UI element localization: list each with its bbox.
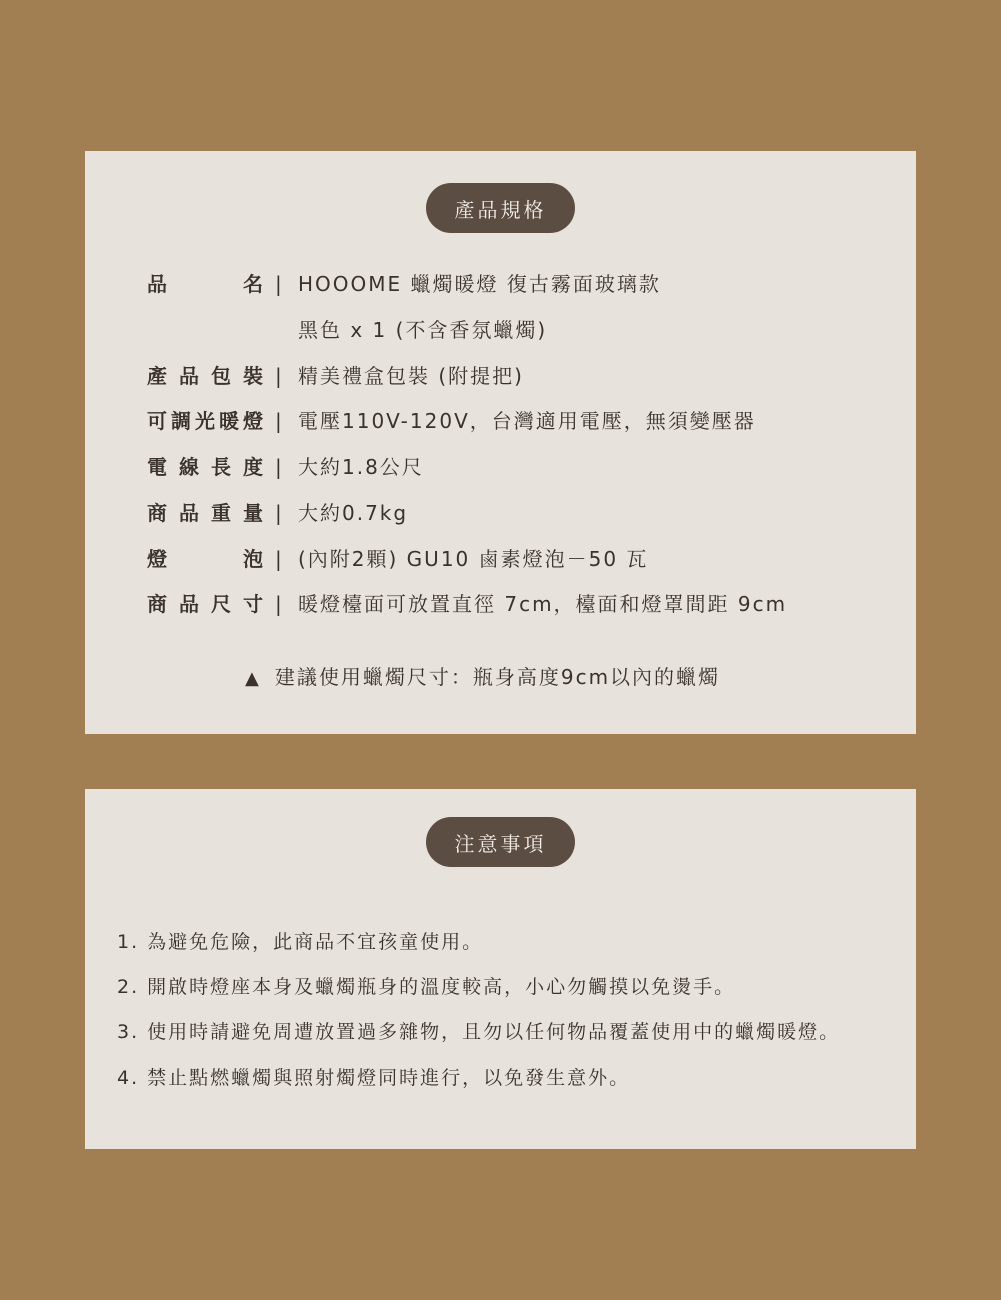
spec-row — [85, 315, 916, 345]
spec-label-char: 重 — [211, 501, 231, 525]
spec-label-char: 暖 — [219, 409, 239, 433]
spec-value: 大約1.8公尺 — [298, 455, 424, 479]
spec-separator: | — [275, 409, 282, 433]
spec-label-char: 度 — [243, 455, 263, 479]
notes-title-badge: 注意事項 — [426, 817, 575, 867]
spec-label-char: 量 — [243, 501, 263, 525]
spec-value: (內附2顆) GU10 鹵素燈泡－50 瓦 — [298, 547, 649, 571]
spec-label-char: 品 — [147, 272, 167, 296]
spec-value: 電壓110V-120V，台灣適用電壓，無須變壓器 — [298, 409, 756, 433]
spec-row — [85, 452, 916, 482]
spec-label-char: 光 — [195, 409, 215, 433]
spec-label-char: 泡 — [243, 547, 263, 571]
note-item: 4. 禁止點燃蠟燭與照射燭燈同時進行，以免發生意外。 — [117, 1067, 631, 1089]
note-item: 3. 使用時請避免周遭放置過多雜物，且勿以任何物品覆蓋使用中的蠟燭暖燈。 — [117, 1021, 841, 1043]
note-item: 1. 為避免危險，此商品不宜孩童使用。 — [117, 931, 484, 953]
size-tip — [245, 662, 720, 694]
spec-label-char: 可 — [147, 409, 167, 433]
spec-label-char: 商 — [147, 592, 167, 616]
spec-row — [85, 269, 916, 299]
spec-label-char: 寸 — [243, 592, 263, 616]
spec-label-char: 調 — [171, 409, 191, 433]
spec-label-char: 產 — [147, 364, 167, 388]
notes-panel — [85, 789, 916, 1149]
spec-label-char: 長 — [211, 455, 231, 479]
spec-label — [147, 361, 263, 391]
spec-separator: | — [275, 547, 282, 571]
spec-separator: | — [275, 455, 282, 479]
spec-separator: | — [275, 364, 282, 388]
spec-row — [85, 498, 916, 528]
spec-value: HOOOME 蠟燭暖燈 復古霧面玻璃款 — [298, 272, 661, 296]
spec-value: 黑色 x 1 (不含香氛蠟燭) — [298, 318, 548, 342]
spec-row — [85, 361, 916, 391]
spec-label — [147, 498, 263, 528]
spec-separator: | — [275, 501, 282, 525]
spec-label-char: 品 — [179, 592, 199, 616]
spec-value: 精美禮盒包裝 (附提把) — [298, 364, 524, 388]
spec-label-char: 尺 — [211, 592, 231, 616]
spec-row — [85, 544, 916, 574]
spec-row — [85, 406, 916, 436]
spec-label-char: 線 — [179, 455, 199, 479]
spec-label-char: 包 — [211, 364, 231, 388]
spec-label-char: 商 — [147, 501, 167, 525]
spec-label-char: 名 — [243, 272, 263, 296]
spec-label — [147, 269, 263, 299]
spec-label-char: 品 — [179, 501, 199, 525]
note-item: 2. 開啟時燈座本身及蠟燭瓶身的溫度較高，小心勿觸摸以免燙手。 — [117, 976, 736, 998]
spec-value: 暖燈檯面可放置直徑 7cm，檯面和燈罩間距 9cm — [298, 592, 788, 616]
spec-label-char: 品 — [179, 364, 199, 388]
spec-label-char: 電 — [147, 455, 167, 479]
spec-value: 大約0.7kg — [298, 501, 409, 525]
spec-label — [147, 544, 263, 574]
spec-label-char: 燈 — [147, 547, 167, 571]
spec-separator: | — [275, 592, 282, 616]
spec-separator: | — [275, 272, 282, 296]
spec-title-badge: 產品規格 — [426, 183, 575, 233]
spec-label-char: 燈 — [243, 409, 263, 433]
spec-panel — [85, 151, 916, 734]
triangle-icon: ▲ — [245, 668, 261, 689]
spec-label — [147, 406, 263, 436]
spec-row — [85, 589, 916, 619]
spec-label-char: 裝 — [243, 364, 263, 388]
spec-label — [147, 589, 263, 619]
spec-label — [147, 452, 263, 482]
size-tip-text: 建議使用蠟燭尺寸：瓶身高度9cm以內的蠟燭 — [274, 665, 721, 689]
